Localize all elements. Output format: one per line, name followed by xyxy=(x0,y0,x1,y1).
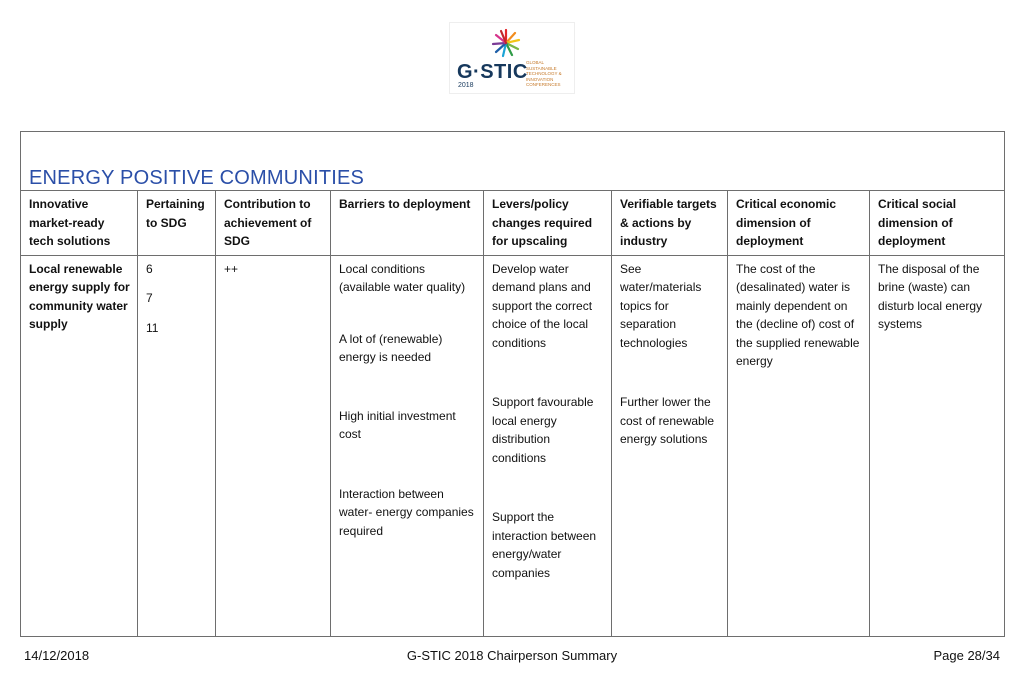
barriers-cell xyxy=(331,255,484,636)
column-header: Levers/policy changes required for upscaling xyxy=(484,191,612,256)
logo-year: 2018 xyxy=(458,82,474,89)
barrier-item: A lot of (renewable) energy is needed xyxy=(339,331,443,364)
sdg-number: 11 xyxy=(146,320,159,335)
economic-cell xyxy=(728,255,870,636)
contribution-cell xyxy=(216,255,331,636)
economic-text: The cost of the (desalinated) water is mainly dependent on the (decline of) cost of the supplied renewable energy xyxy=(736,261,860,368)
footer-title: G-STIC 2018 Chairperson Summary xyxy=(406,648,618,663)
social-cell xyxy=(870,255,1005,636)
barrier-item: Local conditions (available water quality) xyxy=(339,261,466,294)
sdg-number: 7 xyxy=(146,291,153,305)
target-item: Further lower the cost of renewable energy solutions xyxy=(620,395,715,446)
sdg-number: 6 xyxy=(146,261,153,276)
column-header: Pertaining to SDG xyxy=(138,191,216,256)
table-row xyxy=(21,255,1005,636)
solution-text: Local renewable energy supply for community water supply xyxy=(29,261,130,331)
social-text: The disposal of the brine (waste) can disturb local energy systems xyxy=(878,261,983,331)
logo-wordmark: G·STIC xyxy=(457,61,528,83)
column-header: Verifiable targets & actions by industry xyxy=(612,191,728,256)
footer-date: 14/12/2018 xyxy=(24,648,90,663)
lever-item: Develop water demand plans and support the correct choice of the local conditions xyxy=(492,261,593,350)
barrier-item: Interaction between water- energy companies required xyxy=(339,486,474,538)
gstic-logo xyxy=(450,23,574,93)
column-header: Innovative market-ready tech solutions xyxy=(21,191,138,256)
sdg-cell xyxy=(138,255,216,636)
targets-cell xyxy=(612,255,728,636)
lever-item: Support favourable local energy distribution conditions xyxy=(492,395,594,465)
column-header: Barriers to deployment xyxy=(331,191,484,256)
logo-subtitle: GLOBAL SUSTAINABLE TECHNOLOGY & INNOVATION CONFERENCES xyxy=(526,60,562,87)
solutions-table xyxy=(20,131,1005,637)
table-title: ENERGY POSITIVE COMMUNITIES xyxy=(29,167,365,189)
column-header: Contribution to achievement of SDG xyxy=(216,191,331,256)
footer-page-number: Page 28/34 xyxy=(933,648,1000,663)
solution-cell xyxy=(21,255,138,636)
target-item: See water/materials topics for separation technologies xyxy=(620,261,702,350)
contribution-text: ++ xyxy=(224,261,239,276)
column-header: Critical economic dimension of deployment xyxy=(728,191,870,256)
table-title-cell xyxy=(21,132,1005,191)
levers-cell xyxy=(484,255,612,636)
barrier-item: High initial investment cost xyxy=(339,408,456,441)
lever-item: Support the interaction between energy/water companies xyxy=(492,510,597,580)
header-row xyxy=(21,191,1005,256)
column-header: Critical social dimension of deployment xyxy=(870,191,1005,256)
